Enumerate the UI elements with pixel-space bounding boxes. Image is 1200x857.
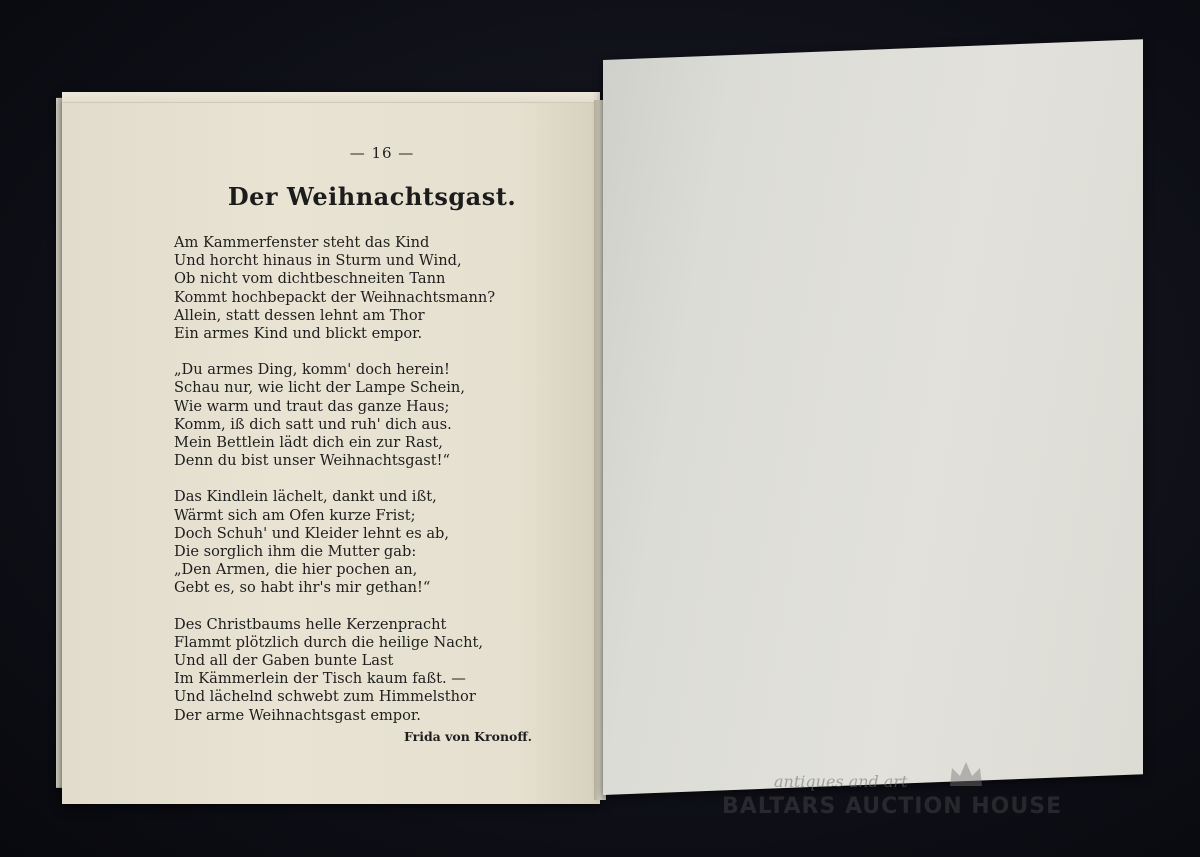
- poem-text: [174, 234, 574, 743]
- poem-line: Mein Bettlein lädt dich ein zur Rast,: [174, 434, 443, 452]
- stanza-2: [174, 361, 574, 470]
- poem-line: Allein, statt dessen lehnt am Thor: [174, 306, 425, 324]
- stanza-4: [174, 616, 574, 725]
- watermark: [722, 770, 1122, 830]
- poem-line: Und all der Gaben bunte Last: [174, 652, 394, 670]
- poem-line: Flammt plötzlich durch die heilige Nacht,: [174, 633, 483, 651]
- poem-title: Der Weihnachtsgast.: [227, 182, 517, 211]
- poem-line: Das Kindlein lächelt, dankt und ißt,: [174, 488, 437, 506]
- poem-line: Komm, iß dich satt und ruh' dich aus.: [174, 415, 452, 433]
- poem-line: Ein armes Kind und blickt empor.: [174, 325, 423, 343]
- poem-line: Schau nur, wie licht der Lampe Schein,: [174, 379, 465, 397]
- poem-line: Kommt hochbepackt der Weihnachtsmann?: [174, 288, 496, 306]
- poem-line: Am Kammerfenster steht das Kind: [174, 234, 430, 251]
- poem-author: Frida von Kronoff.: [403, 729, 532, 744]
- poem-line: Gebt es, so habt ihr's mir gethan!“: [174, 579, 431, 597]
- poem-line: „Du armes Ding, komm' doch herein!: [174, 361, 450, 379]
- poem-line: Und lächelnd schwebt zum Himmelsthor: [174, 688, 476, 706]
- poem-line: Und horcht hinaus in Sturm und Wind,: [174, 252, 462, 270]
- right-page-blank: [603, 39, 1143, 795]
- watermark-name: BALTARS AUCTION HOUSE: [722, 794, 1063, 819]
- poem-line: Im Kämmerlein der Tisch kaum faßt. —: [174, 670, 466, 688]
- poem-line: Denn du bist unser Weihnachtsgast!“: [174, 452, 450, 470]
- left-page: [62, 92, 600, 804]
- poem-line: Wie warm und traut das ganze Haus;: [174, 397, 450, 415]
- poem-line: Der arme Weihnachtsgast empor.: [174, 706, 421, 724]
- page-number: — 16 —: [349, 144, 415, 162]
- poem-line: Die sorglich ihm die Mutter gab:: [174, 543, 417, 561]
- stanza-3: [174, 488, 574, 597]
- poem-line: Doch Schuh' und Kleider lehnt es ab,: [174, 524, 450, 542]
- crown-icon: [948, 760, 984, 790]
- poem-line: Des Christbaums helle Kerzenpracht: [174, 615, 447, 633]
- watermark-tagline: antiques and art: [774, 772, 908, 791]
- poem-line: Wärmt sich am Ofen kurze Frist;: [174, 506, 416, 524]
- poem-line: Ob nicht vom dichtbeschneiten Tann: [174, 270, 446, 288]
- stanza-1: [174, 234, 574, 343]
- poem-line: „Den Armen, die hier pochen an,: [174, 561, 418, 579]
